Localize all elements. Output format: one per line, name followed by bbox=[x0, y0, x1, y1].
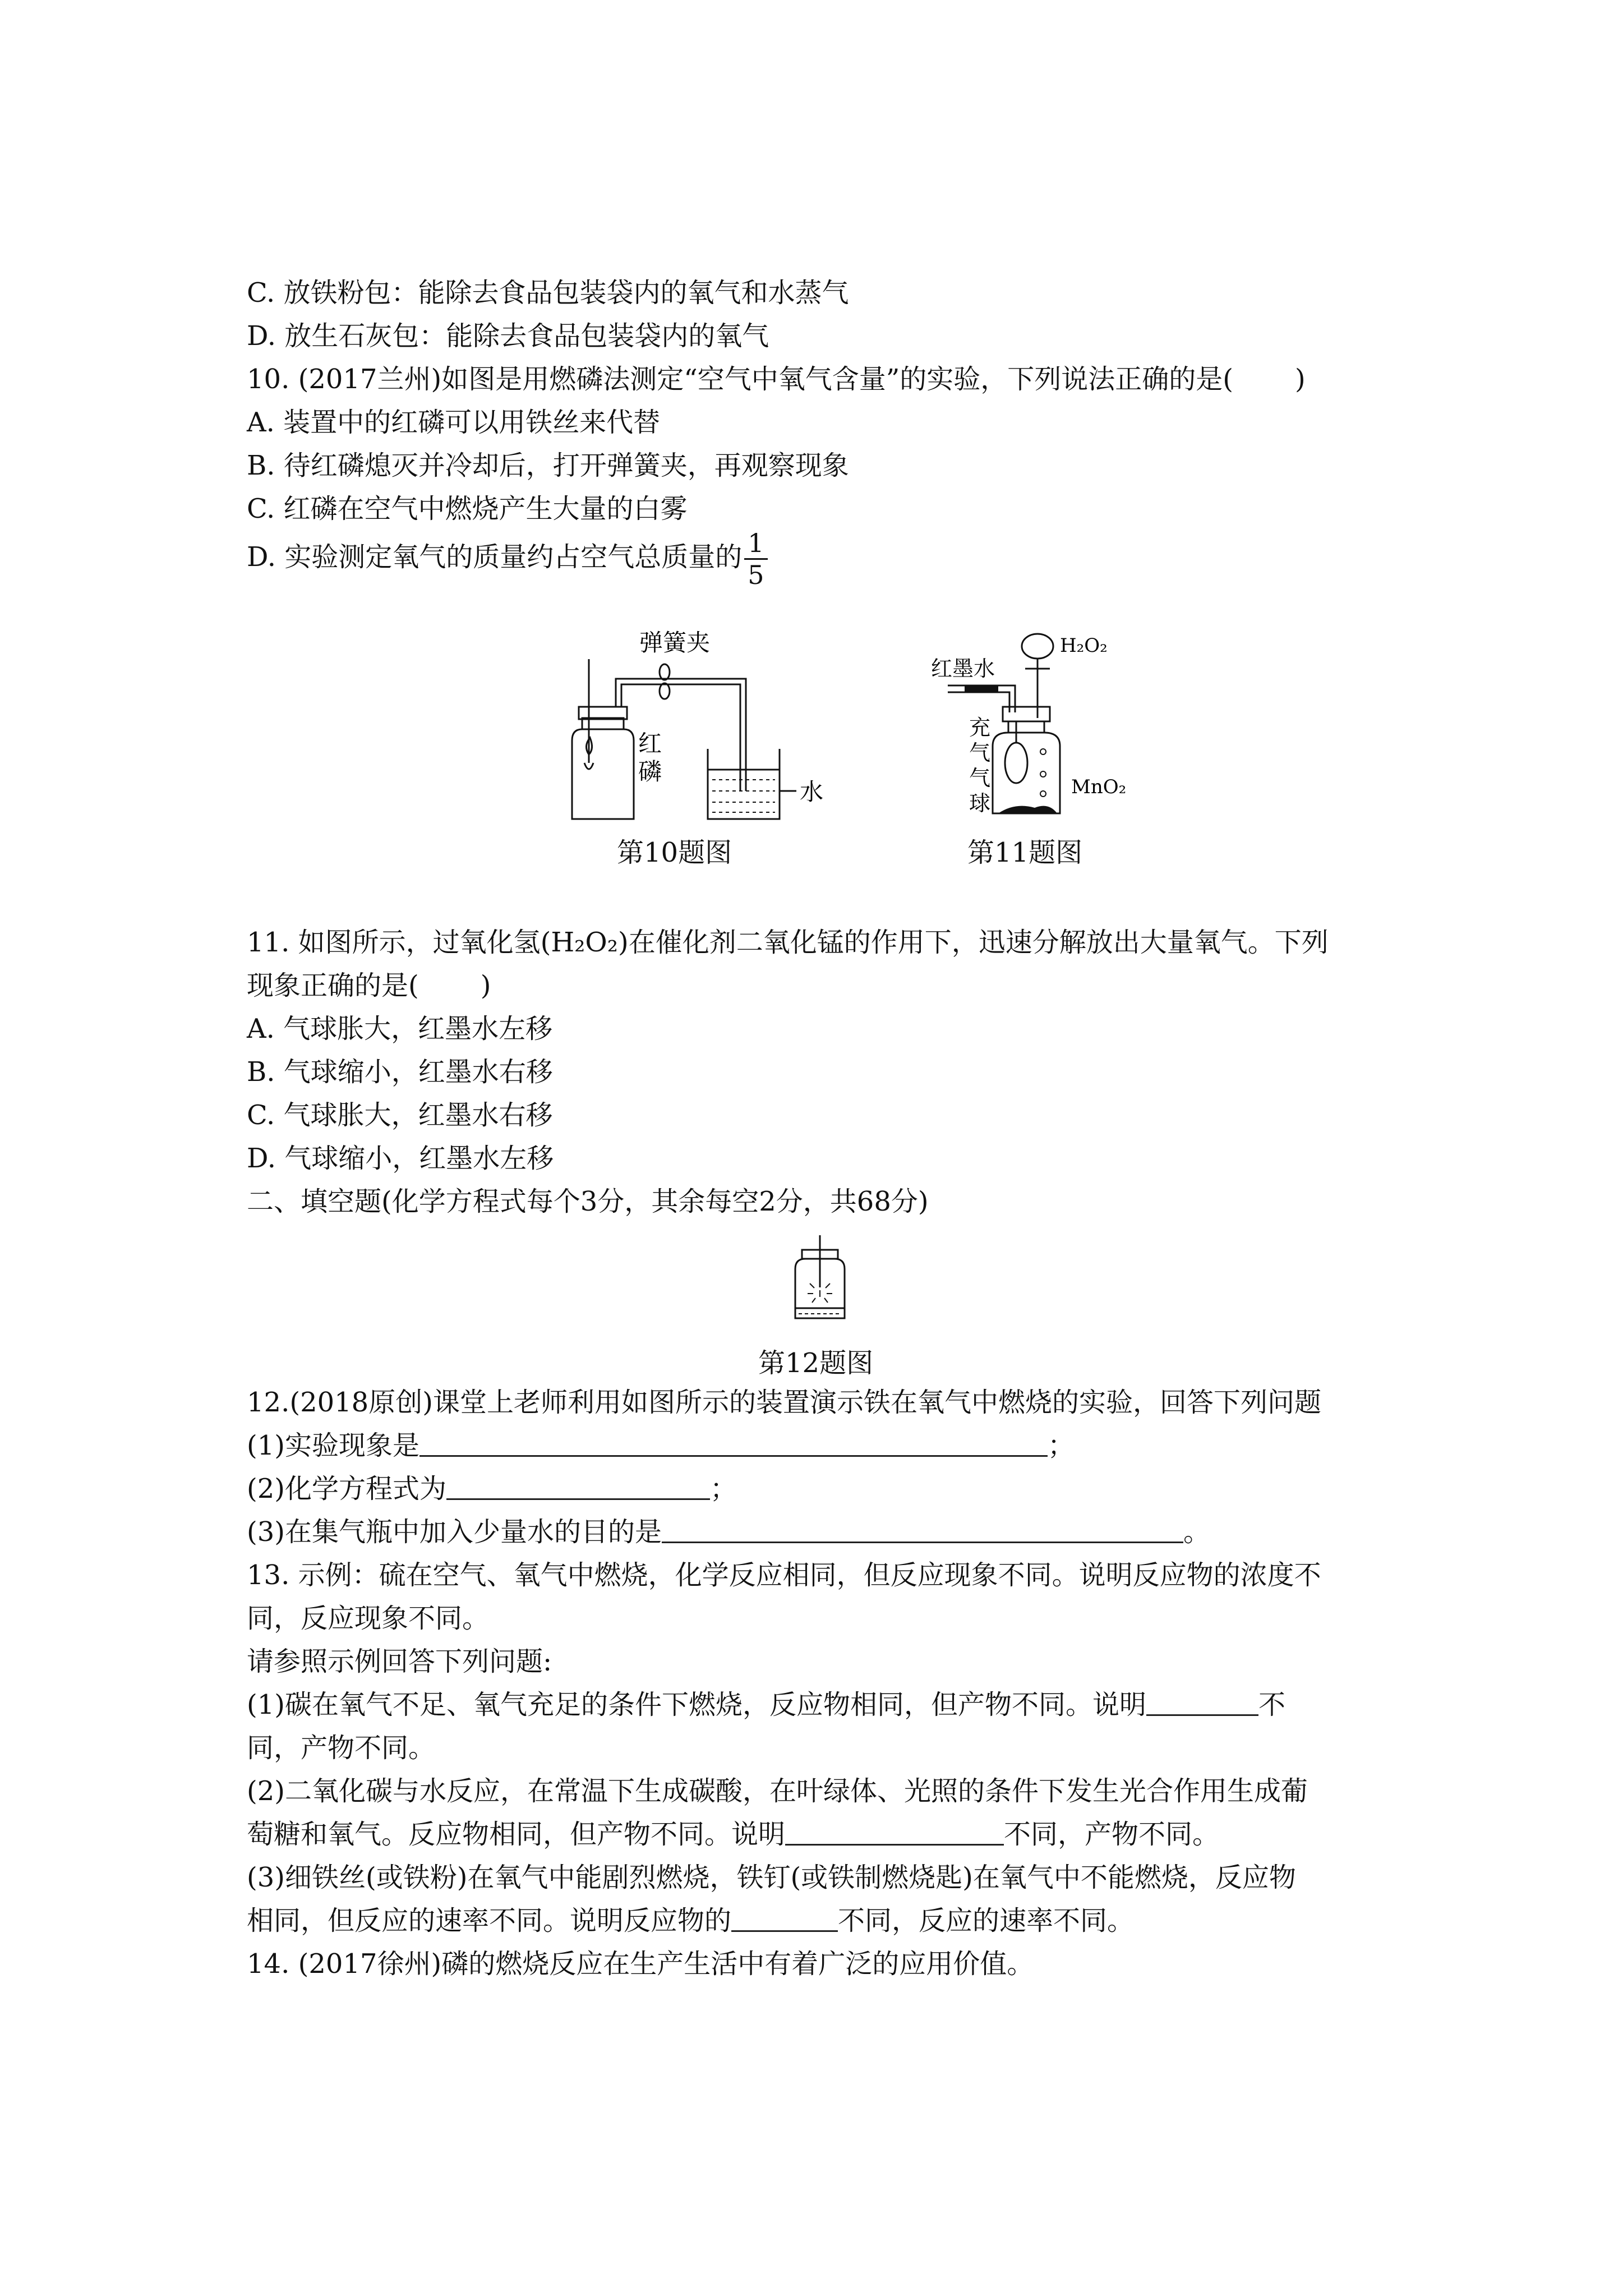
q11-stem-text: 现象正确的是( bbox=[247, 970, 419, 1001]
label-spring-clip: 弹簧夹 bbox=[639, 629, 711, 656]
q11-stem-line1: 11. 如图所示，过氧化氢(H₂O₂)在催化剂二氧化锰的作用下，迅速分解放出大量氧气。下列 bbox=[247, 927, 1329, 958]
label-phosphorus: 磷 bbox=[638, 758, 662, 785]
q13-part-1-after: 不 bbox=[1258, 1689, 1286, 1720]
q13-part-2-line1: (2)二氧化碳与水反应，在常温下生成碳酸，在叶绿体、光照的条件下发生光合作用生成葡 bbox=[247, 1775, 1308, 1807]
q13-part-2-text: 萄糖和氧气。反应物相同，但产物不同。说明 bbox=[247, 1819, 786, 1850]
delivery-tube bbox=[616, 679, 746, 791]
label-fill-3: 气 bbox=[969, 766, 991, 790]
q12-part-1-blank[interactable] bbox=[419, 1433, 1048, 1457]
label-h2o2: H₂O₂ bbox=[1060, 634, 1108, 657]
q9-option-d: D. 放生石灰包：能除去食品包装袋内的氧气 bbox=[247, 320, 769, 352]
spring-clip bbox=[660, 664, 670, 680]
q10-stem-close: ) bbox=[1295, 364, 1306, 395]
label-red-ink: 红墨水 bbox=[931, 656, 995, 681]
q10-option-d-text: D. 实验测定氧气的质量约占空气总质量的 bbox=[247, 541, 743, 573]
q12-part-2-text: (2)化学方程式为 bbox=[247, 1473, 446, 1504]
label-fill-1: 充 bbox=[969, 715, 991, 740]
q14-stem: 14. (2017徐州)磷的燃烧反应在生产生活中有着广泛的应用价值。 bbox=[247, 1948, 1034, 1980]
separatory-funnel bbox=[1022, 634, 1053, 659]
figure-10-apparatus bbox=[555, 623, 824, 836]
q12-part-3-blank[interactable] bbox=[662, 1519, 1183, 1543]
balloon bbox=[1005, 743, 1027, 783]
label-mno2: MnO₂ bbox=[1071, 776, 1127, 798]
q13-part-1-line2: 同，产物不同。 bbox=[247, 1732, 436, 1764]
fraction-denominator: 5 bbox=[748, 560, 764, 590]
figure-12-caption: 第12题图 bbox=[758, 1347, 874, 1379]
beaker bbox=[708, 749, 780, 819]
q13-part-3-text: 相同，但反应的速率不同。说明反应物的 bbox=[247, 1905, 732, 1936]
q13-part-3-line2 bbox=[247, 1904, 1134, 1938]
figure-11-caption: 第11题图 bbox=[967, 837, 1083, 868]
mno2-solid bbox=[998, 806, 1057, 813]
q12-part-2 bbox=[247, 1472, 737, 1506]
q11-option-b: B. 气球缩小，红墨水右移 bbox=[247, 1056, 553, 1088]
q13-example-line1: 13. 示例：硫在空气、氧气中燃烧，化学反应相同，但反应现象不同。说明反应物的浓度不 bbox=[247, 1559, 1321, 1591]
q13-instruction: 请参照示例回答下列问题: bbox=[247, 1646, 552, 1677]
figure-12-apparatus bbox=[785, 1234, 864, 1324]
q13-part-3-line1: (3)细铁丝(或铁粉)在氧气中能剧烈燃烧，铁钉(或铁制燃烧匙)在氧气中不能燃烧，反应物 bbox=[247, 1862, 1296, 1893]
q12-part-2-end: ； bbox=[710, 1473, 737, 1504]
q12-part-3-end: 。 bbox=[1183, 1516, 1211, 1548]
figure-10-caption: 第10题图 bbox=[617, 837, 732, 868]
q12-part-2-blank[interactable] bbox=[446, 1476, 710, 1500]
q10-option-d bbox=[247, 530, 768, 588]
q13-part-3-blank[interactable] bbox=[731, 1908, 838, 1932]
q10-option-a: A. 装置中的红磷可以用铁丝来代替 bbox=[247, 407, 661, 438]
q10-stem bbox=[247, 362, 1306, 396]
q13-part-2-line2 bbox=[247, 1818, 1219, 1851]
q11-stem-line2 bbox=[247, 969, 491, 1002]
fraction-one-fifth bbox=[744, 530, 767, 588]
q11-option-c: C. 气球胀大，红墨水右移 bbox=[247, 1099, 553, 1131]
q13-part-2-after: 不同，产物不同。 bbox=[1004, 1819, 1220, 1850]
q9-option-c: C. 放铁粉包：能除去食品包装袋内的氧气和水蒸气 bbox=[247, 277, 849, 309]
gas-jar bbox=[572, 729, 634, 819]
q12-part-3-text: (3)在集气瓶中加入少量水的目的是 bbox=[247, 1516, 662, 1548]
q13-part-3-after: 不同，反应的速率不同。 bbox=[838, 1905, 1135, 1936]
q11-option-a: A. 气球胀大，红墨水左移 bbox=[247, 1013, 553, 1045]
q12-part-1 bbox=[247, 1429, 1075, 1462]
q12-part-1-text: (1)实验现象是 bbox=[247, 1430, 419, 1461]
q12-part-1-end: ； bbox=[1048, 1430, 1075, 1461]
q10-option-b: B. 待红磷熄灭并冷却后，打开弹簧夹，再观察现象 bbox=[247, 450, 849, 481]
q13-example-line2: 同，反应现象不同。 bbox=[247, 1603, 490, 1634]
label-fill-4: 球 bbox=[969, 791, 991, 816]
fraction-numerator: 1 bbox=[744, 530, 767, 560]
q11-option-d: D. 气球缩小，红墨水左移 bbox=[247, 1143, 554, 1174]
q11-stem-close: ) bbox=[480, 970, 491, 1001]
combustion-spoon bbox=[584, 763, 593, 769]
q13-part-1-text: (1)碳在氧气不足、氧气充足的条件下燃烧，反应物相同，但产物不同。说明 bbox=[247, 1689, 1146, 1720]
label-fill-2: 气 bbox=[969, 740, 991, 765]
section-2-heading: 二、填空题(化学方程式每个3分，其余每空2分，共68分) bbox=[247, 1186, 929, 1217]
q12-part-3 bbox=[247, 1515, 1210, 1549]
label-water: 水 bbox=[800, 778, 824, 806]
q13-part-1-line1 bbox=[247, 1688, 1285, 1722]
q12-stem: 12.(2018原创)课堂上老师利用如图所示的装置演示铁在氧气中燃烧的实验，回答下列问题 bbox=[247, 1387, 1321, 1418]
figure-11-apparatus bbox=[931, 623, 1166, 836]
q13-part-2-blank[interactable] bbox=[785, 1821, 1004, 1846]
q13-part-1-blank[interactable] bbox=[1146, 1692, 1258, 1716]
q10-option-c: C. 红磷在空气中燃烧产生大量的白雾 bbox=[247, 493, 688, 524]
label-red: 红 bbox=[638, 730, 662, 757]
q10-stem-text: 10. (2017兰州)如图是用燃磷法测定“空气中氧气含量”的实验，下列说法正确的是( bbox=[247, 364, 1234, 395]
ink-drop bbox=[965, 685, 998, 692]
